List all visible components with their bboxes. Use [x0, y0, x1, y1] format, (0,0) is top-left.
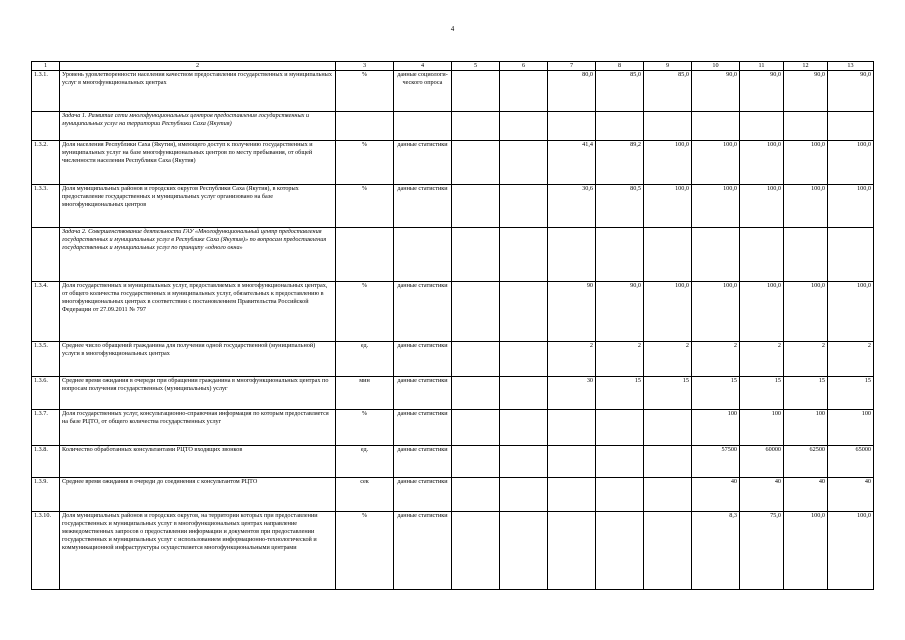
- value-cell: 57500: [692, 446, 740, 478]
- value-cell: [548, 446, 596, 478]
- value-cell: [452, 446, 500, 478]
- row-number: 1.3.8.: [32, 446, 60, 478]
- value-cell: 15: [828, 377, 874, 410]
- empty-cell: [596, 112, 644, 141]
- unit-of-measure: %: [336, 512, 394, 590]
- data-source: данные статистики: [394, 377, 452, 410]
- empty-cell: [828, 228, 874, 282]
- column-header: 8: [596, 62, 644, 71]
- value-cell: 30: [548, 377, 596, 410]
- empty-cell: [500, 228, 548, 282]
- task-text: Задача 1. Развитие сети многофункциональных центров предоставления государственных и муниципальных услуг на территории Республики Саха (Якутия): [60, 112, 336, 141]
- value-cell: [548, 478, 596, 512]
- value-cell: [500, 410, 548, 446]
- value-cell: 100,0: [740, 141, 784, 185]
- value-cell: 100,0: [692, 282, 740, 342]
- value-cell: 30,6: [548, 185, 596, 228]
- value-cell: [644, 410, 692, 446]
- value-cell: 80,5: [596, 185, 644, 228]
- value-cell: [596, 512, 644, 590]
- row-number: 1.3.5.: [32, 342, 60, 377]
- indicator-name: Среднее число обращений гражданина для получения одной государственной (муниципальной) услуги в многофункциональных центрах: [60, 342, 336, 377]
- column-header: 3: [336, 62, 394, 71]
- data-source: данные статистики: [394, 478, 452, 512]
- table-body: [32, 62, 874, 590]
- value-cell: [500, 282, 548, 342]
- data-source: данные статистики: [394, 342, 452, 377]
- empty-cell: [548, 112, 596, 141]
- unit-of-measure: сек: [336, 478, 394, 512]
- value-cell: [452, 342, 500, 377]
- indicator-name: Доля муниципальных районов и городских округов, на территории которых при предоставлении государственных и муниципальных услуг в многофункциональных центрах направление межведомственных запросов о предоставлении информации и документов при предоставлении государственных и муниципальных услуг с использованием информационно-технологической и коммуникационной инфраструктуры осуществляется многофункциональными центрами: [60, 512, 336, 590]
- value-cell: 100,0: [692, 185, 740, 228]
- value-cell: 15: [740, 377, 784, 410]
- indicator-row: [32, 478, 874, 512]
- column-header: 6: [500, 62, 548, 71]
- indicator-row: [32, 141, 874, 185]
- value-cell: 100: [784, 410, 828, 446]
- indicator-name: Среднее время ожидания в очереди до соединения с консультантом РЦТО: [60, 478, 336, 512]
- column-header: 1: [32, 62, 60, 71]
- indicators-table: [31, 61, 874, 590]
- value-cell: 40: [692, 478, 740, 512]
- indicator-row: [32, 410, 874, 446]
- indicator-row: [32, 512, 874, 590]
- value-cell: 100,0: [828, 141, 874, 185]
- empty-cell: [692, 112, 740, 141]
- value-cell: 85,0: [644, 71, 692, 112]
- empty-cell: [336, 228, 394, 282]
- column-header: 4: [394, 62, 452, 71]
- row-number: 1.3.7.: [32, 410, 60, 446]
- unit-of-measure: %: [336, 282, 394, 342]
- value-cell: [500, 342, 548, 377]
- empty-cell: [740, 112, 784, 141]
- data-source: данные статистики: [394, 282, 452, 342]
- value-cell: [500, 446, 548, 478]
- value-cell: 100,0: [784, 185, 828, 228]
- indicator-name: Доля государственных услуг, консультационно-справочная информация по которым предоставляется на базе РЦТО, от общего количества государственных услуг: [60, 410, 336, 446]
- value-cell: 15: [784, 377, 828, 410]
- value-cell: 100,0: [784, 141, 828, 185]
- empty-cell: [596, 228, 644, 282]
- empty-cell: [828, 112, 874, 141]
- value-cell: 90,0: [740, 71, 784, 112]
- unit-of-measure: мин: [336, 377, 394, 410]
- value-cell: 8,3: [692, 512, 740, 590]
- value-cell: 2: [548, 342, 596, 377]
- unit-of-measure: %: [336, 141, 394, 185]
- column-header: 5: [452, 62, 500, 71]
- column-header: 13: [828, 62, 874, 71]
- value-cell: [596, 446, 644, 478]
- value-cell: [500, 185, 548, 228]
- empty-cell: [740, 228, 784, 282]
- empty-cell: [394, 228, 452, 282]
- data-source: данные статистики: [394, 410, 452, 446]
- data-source: данные статистики: [394, 446, 452, 478]
- value-cell: [500, 141, 548, 185]
- value-cell: 90: [548, 282, 596, 342]
- value-cell: 100,0: [740, 282, 784, 342]
- column-header: 12: [784, 62, 828, 71]
- unit-of-measure: %: [336, 185, 394, 228]
- indicator-row: [32, 342, 874, 377]
- value-cell: 100: [692, 410, 740, 446]
- indicator-name: Доля государственных и муниципальных услуг, предоставляемых в многофункциональных центрах, от общего количества государственных и муниципальных услуг, обязательных к предоставлению в многофункциональных центрах в соответствии с постановлением Правительства Российской Федерации от 27.09.2011 № 797: [60, 282, 336, 342]
- column-header: 10: [692, 62, 740, 71]
- unit-of-measure: %: [336, 410, 394, 446]
- row-number: 1.3.10.: [32, 512, 60, 590]
- value-cell: [500, 71, 548, 112]
- value-cell: 2: [784, 342, 828, 377]
- value-cell: 100,0: [828, 512, 874, 590]
- unit-of-measure: ед.: [336, 446, 394, 478]
- value-cell: [596, 410, 644, 446]
- row-number: 1.3.4.: [32, 282, 60, 342]
- value-cell: [452, 185, 500, 228]
- value-cell: [452, 377, 500, 410]
- row-number-cell: [32, 112, 60, 141]
- value-cell: [500, 478, 548, 512]
- empty-cell: [692, 228, 740, 282]
- value-cell: 90,0: [828, 71, 874, 112]
- empty-cell: [336, 112, 394, 141]
- indicator-row: [32, 446, 874, 478]
- value-cell: [452, 478, 500, 512]
- empty-cell: [644, 228, 692, 282]
- indicator-row: [32, 185, 874, 228]
- indicator-row: [32, 71, 874, 112]
- value-cell: 100,0: [644, 185, 692, 228]
- column-header: 7: [548, 62, 596, 71]
- value-cell: 100,0: [828, 185, 874, 228]
- row-number: 1.3.9.: [32, 478, 60, 512]
- data-source: данные статистики: [394, 185, 452, 228]
- value-cell: [548, 512, 596, 590]
- value-cell: 90,0: [784, 71, 828, 112]
- value-cell: 100,0: [644, 282, 692, 342]
- value-cell: 40: [828, 478, 874, 512]
- column-header: 2: [60, 62, 336, 71]
- value-cell: [452, 71, 500, 112]
- data-source: данные статистики: [394, 512, 452, 590]
- value-cell: 100,0: [644, 141, 692, 185]
- value-cell: 40: [784, 478, 828, 512]
- row-number: 1.3.3.: [32, 185, 60, 228]
- indicator-name: Количество обработанных консультантами РЦТО входящих звонков: [60, 446, 336, 478]
- value-cell: 80,0: [548, 71, 596, 112]
- header-row: [32, 62, 874, 71]
- value-cell: [644, 512, 692, 590]
- column-header: 11: [740, 62, 784, 71]
- indicator-name: Уровень удовлетворенности населения качеством предоставления государственных и муниципальных услуг в многофункциональных центрах: [60, 71, 336, 112]
- empty-cell: [452, 112, 500, 141]
- value-cell: 100: [740, 410, 784, 446]
- value-cell: [452, 512, 500, 590]
- page-number: 4: [450, 25, 455, 33]
- value-cell: 100,0: [784, 282, 828, 342]
- value-cell: 90,0: [596, 282, 644, 342]
- value-cell: [500, 377, 548, 410]
- empty-cell: [644, 112, 692, 141]
- value-cell: [596, 478, 644, 512]
- value-cell: 65000: [828, 446, 874, 478]
- value-cell: 89,2: [596, 141, 644, 185]
- indicator-name: Среднее время ожидания в очереди при обращении гражданина в многофункциональных центрах по вопросам получения государственных (муниципальных) услуг: [60, 377, 336, 410]
- value-cell: [548, 410, 596, 446]
- value-cell: 90,0: [692, 71, 740, 112]
- value-cell: 75,0: [740, 512, 784, 590]
- value-cell: 100,0: [784, 512, 828, 590]
- row-number-cell: [32, 228, 60, 282]
- empty-cell: [548, 228, 596, 282]
- value-cell: 2: [644, 342, 692, 377]
- value-cell: 2: [828, 342, 874, 377]
- value-cell: 15: [596, 377, 644, 410]
- value-cell: [452, 282, 500, 342]
- value-cell: [452, 141, 500, 185]
- value-cell: [644, 478, 692, 512]
- column-header: 9: [644, 62, 692, 71]
- value-cell: 40: [740, 478, 784, 512]
- indicator-name: Доля населения Республики Саха (Якутия), имеющего доступ к получению государственных и муниципальных услуг на базе многофункциональных центров по месту пребывания, от общей численности населения Республики Саха (Якутия): [60, 141, 336, 185]
- unit-of-measure: %: [336, 71, 394, 112]
- indicator-row: [32, 282, 874, 342]
- value-cell: 85,0: [596, 71, 644, 112]
- row-number: 1.3.1.: [32, 71, 60, 112]
- value-cell: 100,0: [692, 141, 740, 185]
- data-source: данные социологи-ческого опроса: [394, 71, 452, 112]
- value-cell: [452, 410, 500, 446]
- empty-cell: [784, 112, 828, 141]
- value-cell: [644, 446, 692, 478]
- value-cell: 60000: [740, 446, 784, 478]
- task-text: Задача 2. Совершенствование деятельности ГАУ «Многофункциональный центр предоставления государственных и муниципальных услуг в Республике Саха (Якутия)» по вопросам предоставления государственных и муниципальных услуг по принципу «одного окна»: [60, 228, 336, 282]
- indicator-row: [32, 377, 874, 410]
- empty-cell: [500, 112, 548, 141]
- value-cell: 100,0: [740, 185, 784, 228]
- value-cell: 62500: [784, 446, 828, 478]
- task-row: [32, 228, 874, 282]
- empty-cell: [394, 112, 452, 141]
- unit-of-measure: ед.: [336, 342, 394, 377]
- empty-cell: [784, 228, 828, 282]
- row-number: 1.3.6.: [32, 377, 60, 410]
- value-cell: 15: [644, 377, 692, 410]
- value-cell: 2: [596, 342, 644, 377]
- value-cell: 2: [692, 342, 740, 377]
- data-source: данные статистики: [394, 141, 452, 185]
- value-cell: 2: [740, 342, 784, 377]
- row-number: 1.3.2.: [32, 141, 60, 185]
- empty-cell: [452, 228, 500, 282]
- value-cell: 15: [692, 377, 740, 410]
- indicator-name: Доля муниципальных районов и городских округов Республики Саха (Якутия), в которых предоставление государственных и муниципальных услуг организовано на базе многофункциональных центров: [60, 185, 336, 228]
- task-row: [32, 112, 874, 141]
- value-cell: 41,4: [548, 141, 596, 185]
- value-cell: 100: [828, 410, 874, 446]
- value-cell: 100,0: [828, 282, 874, 342]
- value-cell: [500, 512, 548, 590]
